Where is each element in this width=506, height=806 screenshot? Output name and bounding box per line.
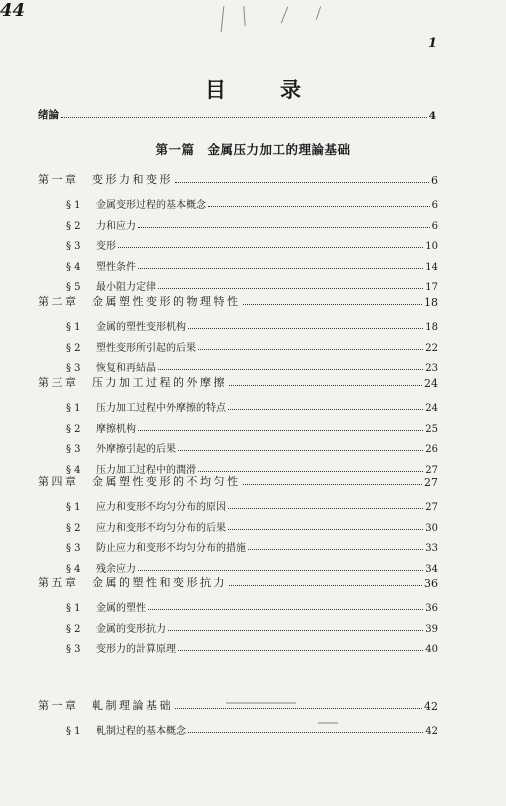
- section-title: 金属的塑性: [96, 603, 146, 614]
- entry-page: 14: [425, 261, 438, 273]
- dot-leader: [228, 529, 423, 530]
- part-heading: 第一篇 金属压力加工的理論基础: [155, 142, 351, 157]
- dot-leader: [158, 369, 423, 370]
- toc-entry-section[interactable]: [66, 255, 438, 273]
- toc-entry-chapter[interactable]: [38, 291, 438, 309]
- entry-label: [66, 399, 226, 414]
- entry-page: 27: [425, 464, 438, 476]
- entry-label: 第一章 变形力和变形: [38, 173, 173, 186]
- section-title: 力和应力: [96, 220, 136, 232]
- entry-label: [66, 420, 136, 435]
- section-number: § 1: [66, 403, 81, 414]
- section-title: 残余应力: [96, 563, 136, 575]
- entry-page: 27: [424, 476, 438, 489]
- entry-page: 26: [425, 444, 438, 455]
- dot-leader: [138, 570, 423, 571]
- entry-page: 42: [425, 726, 438, 737]
- dot-leader: [118, 247, 423, 248]
- dot-leader: [228, 409, 423, 410]
- entry-page: 18: [425, 322, 438, 333]
- dot-leader: [228, 508, 423, 509]
- entry-page: 27: [425, 502, 438, 513]
- entry-label: 绪論: [38, 109, 59, 121]
- section-title: 摩擦机构: [96, 423, 136, 435]
- entry-page: 6: [431, 200, 438, 211]
- dot-leader: [175, 708, 422, 709]
- entry-label: [66, 620, 166, 635]
- entry-page: 10: [425, 241, 438, 252]
- entry-label: [66, 640, 176, 655]
- dot-leader: [61, 117, 427, 118]
- page-number: 1: [428, 36, 438, 51]
- scan-artifact: [243, 6, 245, 26]
- scan-artifact: [221, 6, 225, 32]
- toc-entry-intro[interactable]: [38, 104, 436, 122]
- section-number: § 2: [66, 623, 81, 635]
- dot-leader: [148, 609, 423, 610]
- section-title: 金属的塑性变形机构: [96, 322, 186, 333]
- toc-entry-section[interactable]: [66, 719, 438, 737]
- dot-leader: [188, 328, 423, 329]
- scan-artifact: [281, 6, 289, 23]
- section-number: § 1: [66, 603, 81, 614]
- section-number: § 4: [66, 563, 81, 575]
- scan-artifact: [318, 722, 338, 724]
- section-number: § 2: [66, 220, 81, 232]
- toc-entry-section[interactable]: [66, 234, 438, 252]
- dot-leader: [138, 227, 430, 228]
- section-number: § 5: [66, 282, 81, 293]
- section-number: § 2: [66, 342, 81, 354]
- entry-page: 24: [424, 377, 438, 390]
- dot-leader: [175, 182, 429, 183]
- section-number: § 2: [66, 522, 81, 534]
- section-title: 塑性条件: [96, 261, 136, 273]
- toc-entry-section[interactable]: [66, 193, 438, 211]
- entry-page: 42: [424, 700, 438, 713]
- entry-page: 39: [425, 623, 438, 635]
- dot-leader: [248, 549, 423, 550]
- section-title: 最小阻力定律: [96, 282, 156, 293]
- toc-entry-chapter[interactable]: [38, 695, 438, 713]
- dot-leader: [138, 268, 423, 269]
- section-title: 恢复和再結晶: [96, 363, 156, 374]
- section-number: § 3: [66, 241, 81, 252]
- dot-leader: [243, 484, 423, 485]
- entry-page: 4: [428, 110, 436, 122]
- section-number: § 1: [66, 502, 81, 513]
- section-title: 应力和变形不均匀分布的原因: [96, 502, 226, 513]
- dot-leader: [198, 349, 423, 350]
- entry-page: 25: [425, 423, 438, 435]
- section-number: § 1: [66, 200, 81, 211]
- section-number: § 2: [66, 423, 81, 435]
- section-number: § 1: [66, 726, 81, 737]
- toc-entry-chapter[interactable]: [38, 372, 438, 390]
- toc-entry-section[interactable]: [66, 214, 438, 232]
- dot-leader: [178, 450, 423, 451]
- entry-label: 第五章 金属的塑性和变形抗力: [38, 576, 227, 589]
- entry-label: 第三章 压力加工过程的外摩擦: [38, 376, 227, 389]
- toc-entry-section[interactable]: [66, 495, 438, 513]
- section-title: 軋制过程的基本概念: [96, 726, 186, 737]
- section-title: 应力和变形不均匀分布的后果: [96, 522, 226, 534]
- entry-page: 22: [425, 342, 438, 354]
- entry-page: 34: [425, 563, 438, 575]
- toc-entry-section[interactable]: [66, 336, 438, 354]
- entry-page: 6: [431, 174, 438, 187]
- toc-entry-section[interactable]: [66, 596, 438, 614]
- section-title: 防止应力和变形不均匀分布的措施: [96, 543, 246, 554]
- section-number: § 3: [66, 543, 81, 554]
- toc-entry-section[interactable]: [66, 536, 438, 554]
- dot-leader: [208, 206, 430, 207]
- toc-entry-chapter[interactable]: [38, 572, 438, 590]
- entry-page: 36: [424, 577, 438, 590]
- section-title: 压力加工过程中的潤滑: [96, 464, 196, 476]
- section-number: § 3: [66, 363, 81, 374]
- section-number: § 1: [66, 322, 81, 333]
- dot-leader: [243, 304, 423, 305]
- section-title: 塑性变形所引起的后果: [96, 342, 196, 354]
- toc-entry-section[interactable]: [66, 315, 438, 333]
- entry-label: [66, 237, 116, 252]
- dot-leader: [138, 430, 423, 431]
- entry-label: 第四章 金属塑性变形的不均匀性: [38, 475, 241, 488]
- section-number: § 4: [66, 464, 81, 476]
- toc-entry-section[interactable]: [66, 637, 438, 655]
- handwritten-mark: 44: [0, 0, 26, 21]
- entry-label: [66, 339, 196, 354]
- entry-label: [66, 539, 246, 554]
- toc-entry-section[interactable]: [66, 437, 438, 455]
- dot-leader: [178, 650, 423, 651]
- section-title: 金属变形过程的基本概念: [96, 200, 206, 211]
- entry-page: 40: [425, 644, 438, 655]
- entry-page: 33: [425, 543, 438, 554]
- toc-entry-section[interactable]: [66, 516, 438, 534]
- section-title: 压力加工过程中外摩擦的特点: [96, 403, 226, 414]
- entry-page: 18: [424, 296, 438, 309]
- entry-label: [66, 440, 176, 455]
- entry-label: [66, 217, 136, 232]
- entry-page: 30: [425, 522, 438, 534]
- entry-label: [66, 196, 206, 211]
- entry-page: 6: [431, 220, 438, 232]
- toc-entry-section[interactable]: [66, 417, 438, 435]
- entry-label: [66, 599, 146, 614]
- entry-page: 36: [425, 603, 438, 614]
- section-title: 金属的变形抗力: [96, 623, 166, 635]
- entry-label: [66, 318, 186, 333]
- toc-entry-section[interactable]: [66, 396, 438, 414]
- entry-label: 第一章 軋制理論基础: [38, 699, 173, 712]
- page-title: 目录: [205, 78, 355, 102]
- section-title: 变形: [96, 241, 116, 252]
- entry-label: [66, 519, 226, 534]
- entry-label: 第二章 金属塑性变形的物理特性: [38, 295, 241, 308]
- dot-leader: [168, 630, 423, 631]
- entry-page: 23: [425, 363, 438, 374]
- dot-leader: [229, 585, 422, 586]
- entry-page: 17: [425, 282, 438, 293]
- section-number: § 4: [66, 261, 81, 273]
- entry-label: [66, 722, 186, 737]
- section-number: § 3: [66, 644, 81, 655]
- dot-leader: [188, 732, 423, 733]
- entry-label: [66, 498, 226, 513]
- dot-leader: [229, 385, 422, 386]
- toc-entry-chapter[interactable]: [38, 169, 438, 187]
- toc-entry-section[interactable]: [66, 617, 438, 635]
- dot-leader: [158, 288, 423, 289]
- toc-entry-chapter[interactable]: [38, 471, 438, 489]
- entry-label: [66, 258, 136, 273]
- scan-artifact: [226, 702, 296, 704]
- section-title: 外摩擦引起的后果: [96, 444, 176, 455]
- section-title: 变形力的計算原理: [96, 644, 176, 655]
- scan-artifact: [316, 6, 321, 20]
- entry-page: 24: [425, 403, 438, 414]
- section-number: § 3: [66, 444, 81, 455]
